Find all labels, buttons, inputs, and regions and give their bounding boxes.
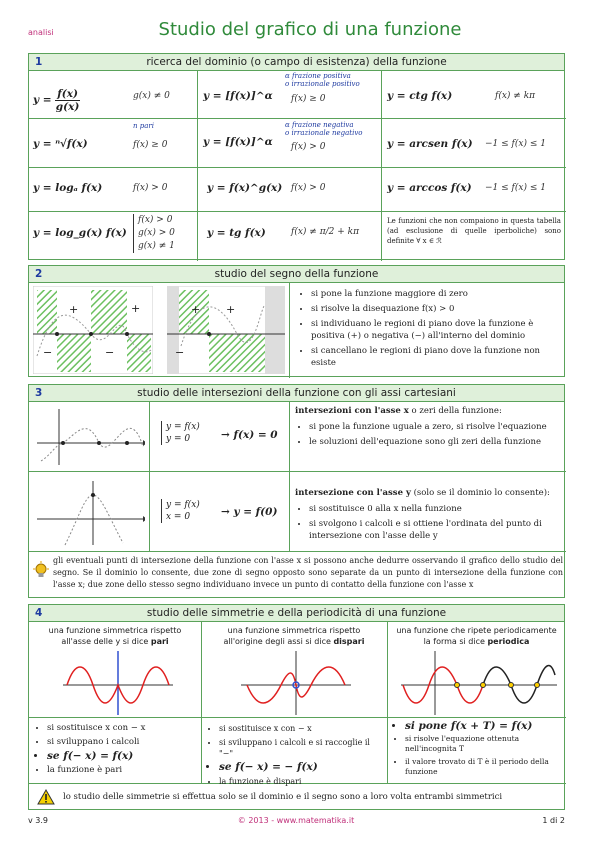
condition: f(x) > 0 <box>291 142 326 152</box>
even-function-graph <box>63 651 173 715</box>
section-number: 1 <box>35 56 43 68</box>
even-steps <box>33 723 199 779</box>
section-number: 2 <box>35 268 43 280</box>
copyright-link[interactable]: © 2013 - www.matematika.it <box>237 816 355 825</box>
list-item: • si individuano le regioni di piano dove la funzione è positiva (+) o negativa (−) all'interno del dominio <box>311 318 559 342</box>
formula: y = tg f(x) <box>207 227 266 239</box>
list-item: • si sostituisce x con − x <box>219 723 385 734</box>
list-item: • si sviluppano i calcoli e si raccoglie il "−" <box>219 737 385 759</box>
page-title: Studio del grafico di una funzione <box>158 19 462 40</box>
list-item: • la funzione è dispari <box>219 776 385 787</box>
version: v 3.9 <box>28 816 48 825</box>
section-number: 3 <box>35 387 43 399</box>
list-item: • si sostituisce x con − x <box>47 723 199 734</box>
even-caption: una funzione simmetrica rispetto all'asse delle y si dice pari <box>48 626 182 646</box>
list-item: • si sviluppano i calcoli <box>47 737 199 748</box>
section-title: studio delle intersezioni della funzione con gli assi cartesiani <box>137 387 456 399</box>
bulb-icon <box>33 561 49 579</box>
intersection-note: gli eventuali punti di intersezione della funzione con l'asse x si possono anche dedurre osservando il grafico dello studio del segno. Se il dominio lo consente, due zone di segno opposto sono separate da un punto di intersezione della funzione con l'asse x; due zone dello stesso segno individuano invece un punto di contatto della funzione con l'asse x <box>53 556 563 589</box>
domain-note: Le funzioni che non compaiono in questa tabella (ad esclusione di quelle iperboliche) sono definite ∀ x ∈ ℛ <box>387 217 561 245</box>
list-item: • il valore trovato di T è il periodo della funzione <box>405 757 563 777</box>
list-item: • la funzione è pari <box>47 765 199 776</box>
note: n pari <box>133 122 154 130</box>
y-intersection-text: intersezione con l'asse y (solo se il dominio lo consente): • si sostituisce 0 alla x nella funzione • si svolgono i calcoli e si ottiene l'ordinata del punto di intersezione con l'asse delle y <box>295 487 563 545</box>
condition: f(x) > 0 <box>291 183 326 193</box>
periodic-function-graph <box>401 651 557 715</box>
periodic-caption: una funzione che ripete periodicamente la forma si dice periodica <box>396 626 557 646</box>
list-item: • si pone la funzione maggiore di zero <box>311 288 559 300</box>
formula: y = [f(x)]^α <box>203 90 273 102</box>
warning-icon <box>37 789 55 805</box>
formula-fraction: y = $\frac{f(x)}{g(x)}$ <box>33 88 80 113</box>
formula: y = [f(x)]^α <box>203 136 273 148</box>
plus-sign: + <box>191 303 201 316</box>
condition: f(x) ≥ 0 <box>133 140 168 150</box>
list-item: • se f(− x) = − f(x) <box>219 762 385 773</box>
sign-graph-1 <box>33 286 153 374</box>
x-intersection-graph <box>35 405 145 467</box>
plus-sign: + <box>226 303 236 316</box>
list-item: • si pone f(x + T) = f(x) <box>405 721 563 731</box>
list-item: • si svolgono i calcoli e si ottiene l'ordinata del punto di intersezione con l'asse delle y <box>309 518 563 542</box>
x-intersection-text: intersezioni con l'asse x o zeri della funzione: • si pone la funzione uguale a zero, si risolve l'equazione • le soluzioni dell'equazione sono gli zeri della funzione <box>295 405 563 451</box>
minus-sign: − <box>43 346 53 359</box>
formula: y = log_g(x) f(x) <box>33 227 127 239</box>
note: α frazione positiva o irrazionale positivo <box>285 72 360 88</box>
minus-sign: − <box>105 346 115 359</box>
condition: f(x) ≥ 0 <box>291 94 326 104</box>
section-title: studio delle simmetrie e della periodicità di una funzione <box>146 607 447 619</box>
condition: f(x) ≠ kπ <box>495 91 536 101</box>
odd-function-graph <box>241 651 351 715</box>
condition: f(x) > 0 <box>133 183 168 193</box>
system-x: y = f(x) y = 0 <box>161 421 200 445</box>
subject-tag: analisi <box>28 28 54 37</box>
symmetry-warning: lo studio delle simmetrie si effettua solo se il dominio e il segno sono a loro volta entrambi simmetrici <box>63 792 503 802</box>
condition: g(x) ≠ 0 <box>133 91 170 101</box>
list-item: • si cancellano le regioni di piano dove la funzione non esiste <box>311 345 559 369</box>
plus-sign: + <box>131 302 141 315</box>
section-number: 4 <box>35 607 43 619</box>
list-item: • se f(− x) = f(x) <box>47 751 199 762</box>
result-x: → f(x) = 0 <box>221 429 278 441</box>
result-y: → y = f(0) <box>221 506 278 518</box>
formula: y = arccos f(x) <box>387 182 472 194</box>
y-intersection-graph <box>35 477 145 547</box>
list-item: • si sostituisce 0 alla x nella funzione <box>309 503 563 515</box>
periodic-steps <box>391 721 563 780</box>
plus-sign: + <box>69 303 79 316</box>
odd-caption: una funzione simmetrica rispetto all'origine degli assi si dice dispari <box>223 626 365 646</box>
section-title: ricerca del dominio (o campo di esistenza) della funzione <box>146 56 447 68</box>
section-title: studio del segno della funzione <box>214 268 379 280</box>
section-intersections <box>28 384 565 598</box>
section-domain <box>28 53 565 260</box>
formula: y = f(x)^g(x) <box>207 182 283 194</box>
condition-system: f(x) > 0 g(x) > 0 g(x) ≠ 1 <box>133 214 175 253</box>
formula: y = logₐ f(x) <box>33 182 103 194</box>
list-item: • le soluzioni dell'equazione sono gli zeri della funzione <box>309 436 563 448</box>
section-symmetry <box>28 604 565 810</box>
sign-graph-2 <box>167 286 285 374</box>
condition: −1 ≤ f(x) ≤ 1 <box>485 183 546 193</box>
list-item: • si risolve l'equazione ottenuta nell'incognita T <box>405 734 563 754</box>
minus-sign: − <box>175 346 185 359</box>
odd-steps <box>205 723 385 790</box>
condition: −1 ≤ f(x) ≤ 1 <box>485 139 546 149</box>
condition: f(x) ≠ π/2 + kπ <box>291 227 359 237</box>
note: α frazione negativa o irrazionale negativo <box>285 121 363 137</box>
formula: y = ⁿ√f(x) <box>33 138 88 150</box>
list-item: • si pone la funzione uguale a zero, si risolve l'equazione <box>309 421 563 433</box>
formula: y = arcsen f(x) <box>387 138 473 150</box>
section-sign <box>28 265 565 377</box>
page-number: 1 di 2 <box>542 816 565 825</box>
sign-steps <box>297 288 559 372</box>
formula: y = ctg f(x) <box>387 90 453 102</box>
system-y: y = f(x) x = 0 <box>161 499 200 523</box>
list-item: • si risolve la disequazione f(x) > 0 <box>311 303 559 315</box>
